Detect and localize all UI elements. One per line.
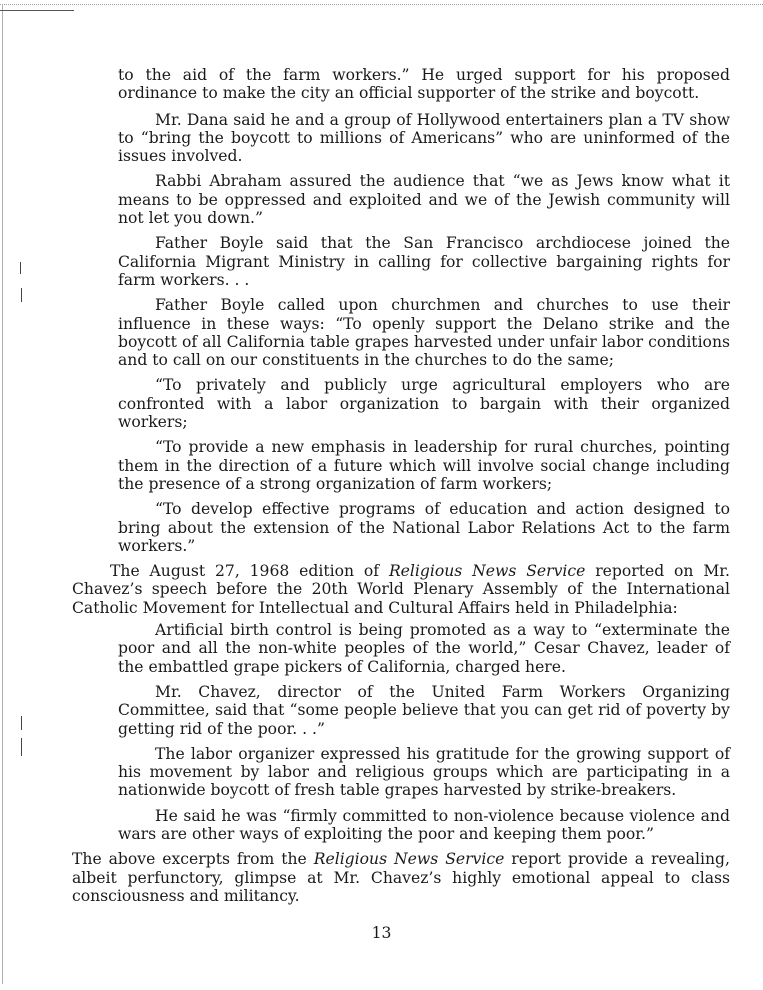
intro-paragraph xyxy=(72,562,730,617)
margin-mark xyxy=(20,262,21,274)
closing-text-after: report provide a revealing, albeit perfunctory, glimpse at Mr. Chavez’s highly emotional appeal to class consciousness and militancy. xyxy=(72,850,730,905)
paragraph: to the aid of the farm workers.” He urged support for his proposed ordinance to make the city an official supporter of the strike and boycott. xyxy=(118,66,730,103)
quote-paragraph: The labor organizer expressed his gratitude for the growing support of his movement by labor and religious groups which are participating in a nationwide boycott of fresh table grapes harvested by strike-breakers. xyxy=(118,744,730,800)
margin-mark xyxy=(21,716,22,730)
document-body xyxy=(72,66,730,905)
margin-mark xyxy=(21,288,22,302)
closing-paragraph xyxy=(72,850,730,905)
paragraph: “To privately and publicly urge agricultural employers who are confronted with a labor organization to bargain with their organized workers; xyxy=(118,376,730,432)
page-edge-left xyxy=(2,4,3,984)
page-edge-top xyxy=(0,4,763,5)
paragraph: Rabbi Abraham assured the audience that “we as Jews know what it means to be oppressed and exploited and we of the Jewish community will not let you down.” xyxy=(118,172,730,228)
quote-paragraph: He said he was “firmly committed to non-violence because violence and wars are other ways of exploiting the poor and keeping them poor.” xyxy=(118,806,730,843)
intro-text-before: The August 27, 1968 edition of xyxy=(110,562,389,581)
intro-text-after: reported on Mr. Chavez’s speech before the 20th World Plenary Assembly of the International Catholic Movement for Intellectual and Cultural Affairs held in Philadelphia: xyxy=(72,562,730,617)
corner-mark xyxy=(0,10,74,11)
paragraph: Father Boyle called upon churchmen and churches to use their influence in these ways: “To openly support the Delano strike and the boycott of all California table grapes harvested under unfair labor conditions and to call on our constituents in the churches to do the same; xyxy=(118,296,730,370)
paragraph: Mr. Dana said he and a group of Hollywood entertainers plan a TV show to “bring the boycott to millions of Americans” who are uninformed of the issues involved. xyxy=(118,110,730,166)
page-number: 13 xyxy=(371,924,392,942)
publication-title: Religious News Service xyxy=(388,562,586,581)
paragraph: Father Boyle said that the San Francisco archdiocese joined the California Migrant Ministry in calling for collective bargaining rights for farm workers. . . xyxy=(118,234,730,289)
margin-mark xyxy=(21,738,22,756)
closing-text-before: The above excerpts from the xyxy=(72,850,314,869)
paragraph: “To develop effective programs of education and action designed to bring about the extension of the National Labor Relations Act to the farm workers.” xyxy=(118,500,730,555)
quote-paragraph: Artificial birth control is being promoted as a way to “exterminate the poor and all the non-white peoples of the world,” Cesar Chavez, leader of the embattled grape pickers of California, charged here. xyxy=(118,621,730,676)
quote-paragraph: Mr. Chavez, director of the United Farm Workers Organizing Committee, said that “some people believe that you can get rid of poverty by getting rid of the poor. . .” xyxy=(118,682,730,738)
publication-title: Religious News Service xyxy=(313,850,505,869)
paragraph: “To provide a new emphasis in leadership for rural churches, pointing them in the direction of a future which will involve social change including the presence of a strong organization of farm workers; xyxy=(118,438,730,493)
